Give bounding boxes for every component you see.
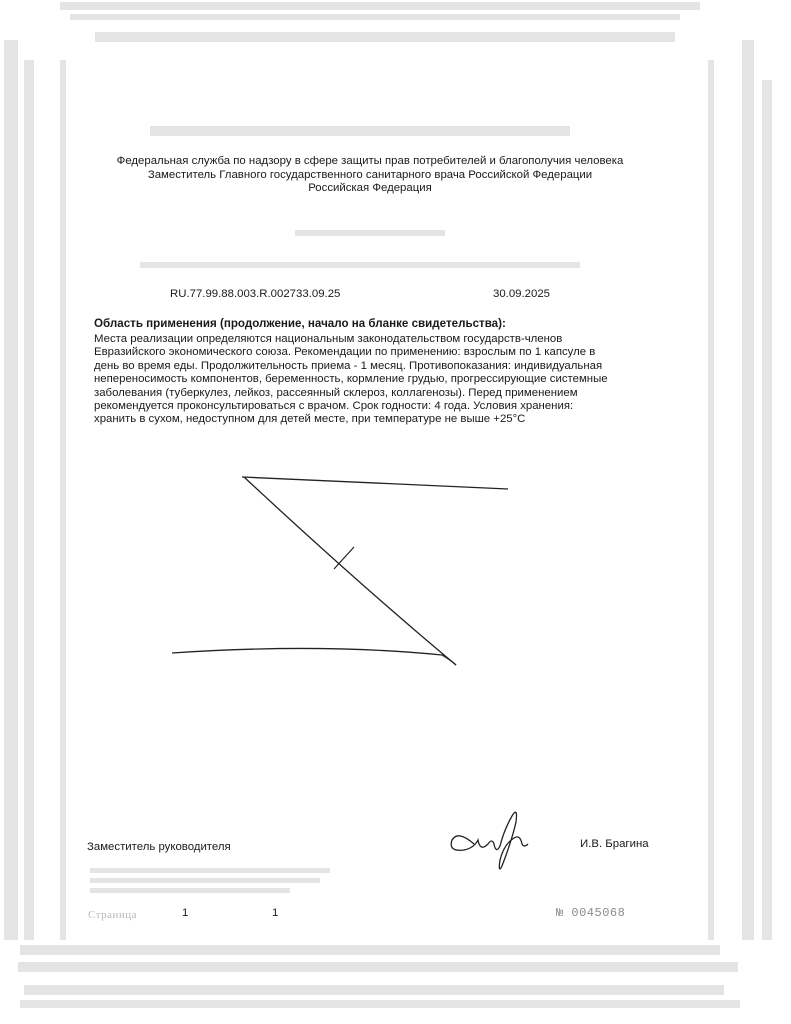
page-label: Страница xyxy=(88,909,138,921)
page-current: 1 xyxy=(182,907,189,919)
country-name: Российская Федерация xyxy=(308,182,432,194)
scope-text xyxy=(94,333,634,427)
handwritten-signature xyxy=(440,800,540,880)
page-total: 1 xyxy=(272,907,279,919)
agency-header xyxy=(60,155,680,196)
page-counter xyxy=(88,907,328,923)
registration-number: RU.77.99.88.003.R.002733.09.25 xyxy=(170,288,341,300)
agency-name: Федеральная служба по надзору в сфере защиты прав потребителей и благополучия человека xyxy=(116,155,624,167)
scope-line: хранить в сухом, недоступном для детей месте, при температуре не выше +25°С xyxy=(94,413,526,426)
scope-heading: Область применения (продолжение, начало на бланке свидетельства): xyxy=(94,317,506,330)
signer-position: Заместитель руководителя xyxy=(87,841,231,853)
z-cancellation-mark xyxy=(160,465,520,675)
scope-line: непереносимость компонентов, беременность, кормление грудью, прогрессирующие системные xyxy=(94,373,608,386)
official-title: Заместитель Главного государственного санитарного врача Российской Федерации xyxy=(147,168,593,181)
scope-line: день во время еды. Продолжительность приема - 1 месяц. Противопоказания: индивидуальная xyxy=(94,359,603,372)
scope-line: рекомендуется проконсультироваться с врачом. Срок годности: 4 года. Условия хранения: xyxy=(94,400,574,413)
registration-date: 30.09.2025 xyxy=(493,288,551,300)
scope-line: заболевания (туберкулез, лейкоз, рассеянный склероз, коллагенозы). Перед применением xyxy=(94,386,578,399)
form-serial-number: № 0045068 xyxy=(556,906,626,920)
signer-name: И.В. Брагина xyxy=(580,838,649,850)
scope-line: Евразийского экономического союза. Рекомендации по применению: взрослым по 1 капсуле в xyxy=(94,346,596,359)
scope-line: Места реализации определяются национальным законодательством государств-членов xyxy=(94,333,563,345)
